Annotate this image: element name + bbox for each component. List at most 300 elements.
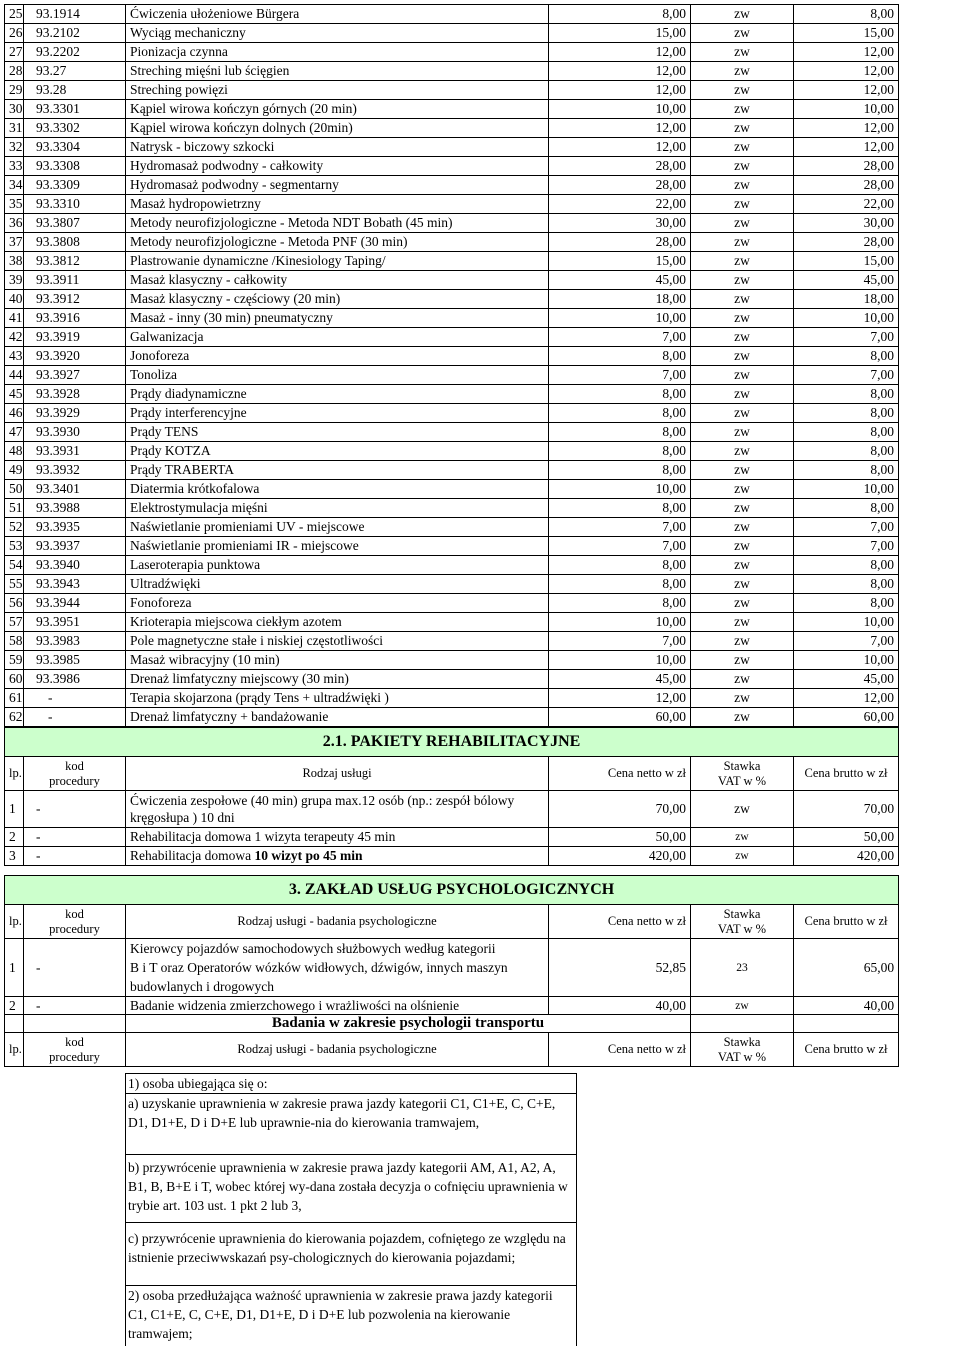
service-lp: 61: [5, 689, 24, 708]
psych-title: 3. ZAKŁAD USŁUG PSYCHOLOGICZNYCH: [5, 876, 899, 905]
service-gross: 10,00: [794, 651, 899, 670]
service-code: -: [24, 708, 126, 727]
service-vat: zw: [691, 24, 794, 43]
service-code: 93.3912: [24, 290, 126, 309]
service-net: 8,00: [549, 347, 691, 366]
service-code: 93.3935: [24, 518, 126, 537]
service-lp: 58: [5, 632, 24, 651]
service-gross: 15,00: [794, 252, 899, 271]
service-lp: 41: [5, 309, 24, 328]
service-gross: 12,00: [794, 119, 899, 138]
service-code: 93.3812: [24, 252, 126, 271]
service-name: Masaż klasyczny - częściowy (20 min): [126, 290, 549, 309]
header-name: Rodzaj usługi - badania psychologiczne: [126, 1033, 549, 1067]
service-name: Elektrostymulacja mięśni: [126, 499, 549, 518]
header-net: Cena netto w zł: [549, 905, 691, 939]
service-code: -: [24, 689, 126, 708]
service-gross: 28,00: [794, 233, 899, 252]
service-code: 93.3983: [24, 632, 126, 651]
service-net: 8,00: [549, 499, 691, 518]
service-gross: 18,00: [794, 290, 899, 309]
service-vat: zw: [691, 271, 794, 290]
service-vat: zw: [691, 81, 794, 100]
service-lp: 38: [5, 252, 24, 271]
service-gross: 10,00: [794, 480, 899, 499]
service-code: 93.3304: [24, 138, 126, 157]
service-row: [5, 670, 899, 689]
service-lp: 54: [5, 556, 24, 575]
service-lp: 52: [5, 518, 24, 537]
service-lp: 48: [5, 442, 24, 461]
service-lp: 32: [5, 138, 24, 157]
service-row: [5, 461, 899, 480]
service-vat: zw: [691, 385, 794, 404]
transport-item: a) uzyskanie uprawnienia w zakresie prawa jazdy kategorii C1, C1+E, C, C+E, D1, D1+E, D i D+E lub uprawnie-nia do kierowania tramwajem,: [125, 1093, 577, 1154]
service-gross: 8,00: [794, 385, 899, 404]
service-name: Pionizacja czynna: [126, 43, 549, 62]
service-row: [5, 100, 899, 119]
service-name: Prądy KOTZA: [126, 442, 549, 461]
service-vat: zw: [691, 575, 794, 594]
service-row: [5, 651, 899, 670]
header-name: Rodzaj usługi - badania psychologiczne: [126, 905, 549, 939]
service-vat: zw: [691, 366, 794, 385]
service-code: 93.3940: [24, 556, 126, 575]
service-code: 93.3937: [24, 537, 126, 556]
transport-item: c) przywrócenie uprawnienia do kierowania pojazdem, cofniętego ze względu na istnienie przeciwwskazań psy-chologicznych do kierowania pojazdami;: [125, 1222, 577, 1285]
service-vat: zw: [691, 252, 794, 271]
header-name: Rodzaj usługi: [126, 757, 549, 791]
service-name: Naświetlanie promieniami UV - miejscowe: [126, 518, 549, 537]
service-code: 93.3932: [24, 461, 126, 480]
service-lp: 51: [5, 499, 24, 518]
header-lp: lp.: [5, 1033, 24, 1067]
service-vat: zw: [691, 423, 794, 442]
psych-row: 2 - Badanie widzenia zmierzchowego i wrażliwości na olśnienie 40,00 zw 40,00: [5, 997, 899, 1015]
service-name: Prądy TENS: [126, 423, 549, 442]
service-name: Wyciąg mechaniczny: [126, 24, 549, 43]
service-gross: 8,00: [794, 556, 899, 575]
service-code: 93.1914: [24, 5, 126, 24]
service-gross: 8,00: [794, 594, 899, 613]
service-row: [5, 347, 899, 366]
service-code: 93.3988: [24, 499, 126, 518]
service-vat: zw: [691, 119, 794, 138]
service-gross: 10,00: [794, 309, 899, 328]
service-code: 93.3944: [24, 594, 126, 613]
service-code: 93.3302: [24, 119, 126, 138]
service-code: 93.3986: [24, 670, 126, 689]
service-name: Galwanizacja: [126, 328, 549, 347]
service-code: 93.27: [24, 62, 126, 81]
service-lp: 56: [5, 594, 24, 613]
packages-title: 2.1. PAKIETY REHABILITACYJNE: [5, 728, 899, 757]
service-net: 60,00: [549, 708, 691, 727]
service-lp: 44: [5, 366, 24, 385]
service-code: 93.3308: [24, 157, 126, 176]
service-code: 93.3943: [24, 575, 126, 594]
service-net: 8,00: [549, 442, 691, 461]
header-vat: Stawka VAT w %: [691, 1033, 794, 1067]
service-lp: 33: [5, 157, 24, 176]
service-name: Tonoliza: [126, 366, 549, 385]
service-gross: 30,00: [794, 214, 899, 233]
service-net: 7,00: [549, 366, 691, 385]
service-gross: 8,00: [794, 442, 899, 461]
service-net: 12,00: [549, 689, 691, 708]
service-row: [5, 290, 899, 309]
service-name: Pole magnetyczne stałe i niskiej częstotliwości: [126, 632, 549, 651]
service-code: 93.3951: [24, 613, 126, 632]
service-lp: 50: [5, 480, 24, 499]
service-code: 93.3807: [24, 214, 126, 233]
service-vat: zw: [691, 670, 794, 689]
service-vat: zw: [691, 290, 794, 309]
service-row: [5, 271, 899, 290]
service-lp: 27: [5, 43, 24, 62]
package-row: 3 - Rehabilitacja domowa 10 wizyt po 45 min 420,00 zw 420,00: [5, 847, 899, 866]
service-net: 7,00: [549, 632, 691, 651]
service-net: 45,00: [549, 670, 691, 689]
service-code: 93.3927: [24, 366, 126, 385]
service-net: 18,00: [549, 290, 691, 309]
service-net: 12,00: [549, 62, 691, 81]
service-name: Ultradźwięki: [126, 575, 549, 594]
service-vat: zw: [691, 100, 794, 119]
service-code: 93.3930: [24, 423, 126, 442]
service-row: [5, 708, 899, 727]
service-vat: zw: [691, 613, 794, 632]
service-lp: 60: [5, 670, 24, 689]
service-name: Ćwiczenia ułożeniowe Bürgera: [126, 5, 549, 24]
service-name: Plastrowanie dynamiczne /Kinesiology Taping/: [126, 252, 549, 271]
service-vat: zw: [691, 518, 794, 537]
service-name: Kąpiel wirowa kończyn górnych (20 min): [126, 100, 549, 119]
service-gross: 7,00: [794, 537, 899, 556]
service-gross: 28,00: [794, 176, 899, 195]
service-vat: zw: [691, 176, 794, 195]
service-name: Hydromasaż podwodny - segmentarny: [126, 176, 549, 195]
service-vat: zw: [691, 537, 794, 556]
service-vat: zw: [691, 594, 794, 613]
service-gross: 12,00: [794, 62, 899, 81]
service-net: 12,00: [549, 43, 691, 62]
transport-item: 2) osoba przedłużająca ważność uprawnienia w zakresie prawa jazdy kategorii C1, C1+E, C, C+E, D1, D1+E, D i D+E lub pozwolenia na kierowanie tramwajem;: [125, 1285, 577, 1346]
service-row: [5, 442, 899, 461]
service-code: 93.3985: [24, 651, 126, 670]
service-name: Diatermia krótkofalowa: [126, 480, 549, 499]
service-lp: 53: [5, 537, 24, 556]
service-vat: zw: [691, 404, 794, 423]
service-vat: zw: [691, 708, 794, 727]
service-net: 28,00: [549, 176, 691, 195]
service-net: 45,00: [549, 271, 691, 290]
header-gross: Cena brutto w zł: [794, 1033, 899, 1067]
service-name: Masaż wibracyjny (10 min): [126, 651, 549, 670]
header-gross: Cena brutto w zł: [794, 757, 899, 791]
service-net: 8,00: [549, 404, 691, 423]
service-vat: zw: [691, 328, 794, 347]
transport-item: 1) osoba ubiegająca się o:: [125, 1073, 577, 1093]
service-name: Prądy interferencyjne: [126, 404, 549, 423]
service-vat: zw: [691, 461, 794, 480]
service-net: 28,00: [549, 233, 691, 252]
service-net: 12,00: [549, 81, 691, 100]
service-code: 93.3931: [24, 442, 126, 461]
service-name: Naświetlanie promieniami IR - miejscowe: [126, 537, 549, 556]
service-gross: 45,00: [794, 271, 899, 290]
service-lp: 34: [5, 176, 24, 195]
service-net: 22,00: [549, 195, 691, 214]
service-lp: 62: [5, 708, 24, 727]
service-gross: 7,00: [794, 632, 899, 651]
service-row: [5, 138, 899, 157]
service-row: [5, 119, 899, 138]
service-lp: 49: [5, 461, 24, 480]
service-name: Prądy diadynamiczne: [126, 385, 549, 404]
service-lp: 25: [5, 5, 24, 24]
service-row: [5, 404, 899, 423]
service-name: Metody neurofizjologiczne - Metoda PNF (30 min): [126, 233, 549, 252]
service-vat: zw: [691, 632, 794, 651]
service-vat: zw: [691, 157, 794, 176]
service-name: Jonoforeza: [126, 347, 549, 366]
service-vat: zw: [691, 138, 794, 157]
service-row: [5, 537, 899, 556]
service-gross: 15,00: [794, 24, 899, 43]
service-vat: zw: [691, 233, 794, 252]
service-vat: zw: [691, 480, 794, 499]
service-vat: zw: [691, 556, 794, 575]
service-gross: 8,00: [794, 347, 899, 366]
header-net: Cena netto w zł: [549, 1033, 691, 1067]
header-lp: lp.: [5, 757, 24, 791]
service-net: 10,00: [549, 480, 691, 499]
service-lp: 30: [5, 100, 24, 119]
service-net: 28,00: [549, 157, 691, 176]
service-row: [5, 632, 899, 651]
service-name: Fonoforeza: [126, 594, 549, 613]
service-lp: 47: [5, 423, 24, 442]
service-name: Natrysk - biczowy szkocki: [126, 138, 549, 157]
service-code: 93.3920: [24, 347, 126, 366]
header-lp: lp.: [5, 905, 24, 939]
service-lp: 42: [5, 328, 24, 347]
service-row: [5, 518, 899, 537]
service-name: Drenaż limfatyczny miejscowy (30 min): [126, 670, 549, 689]
header-net: Cena netto w zł: [549, 757, 691, 791]
service-row: [5, 689, 899, 708]
service-name: Metody neurofizjologiczne - Metoda NDT Bobath (45 min): [126, 214, 549, 233]
service-net: 7,00: [549, 328, 691, 347]
service-name: Streching powięzi: [126, 81, 549, 100]
service-name: Krioterapia miejscowa ciekłym azotem: [126, 613, 549, 632]
service-net: 12,00: [549, 138, 691, 157]
service-net: 7,00: [549, 537, 691, 556]
service-gross: 12,00: [794, 81, 899, 100]
service-gross: 45,00: [794, 670, 899, 689]
service-vat: zw: [691, 499, 794, 518]
service-name: Kąpiel wirowa kończyn dolnych (20min): [126, 119, 549, 138]
service-lp: 39: [5, 271, 24, 290]
service-gross: 28,00: [794, 157, 899, 176]
service-lp: 55: [5, 575, 24, 594]
service-gross: 8,00: [794, 575, 899, 594]
service-code: 93.3401: [24, 480, 126, 499]
service-vat: zw: [691, 309, 794, 328]
service-row: [5, 309, 899, 328]
transport-item: b) przywrócenie uprawnienia w zakresie prawa jazdy kategorii AM, A1, A2, A, B1, B, B+E i T, wobec której wy-dana została decyzja o cofnięciu uprawnienia w trybie art. 103 ust. 1 pkt 2 lub 3,: [125, 1154, 577, 1222]
service-gross: 60,00: [794, 708, 899, 727]
service-row: [5, 195, 899, 214]
service-code: 93.3310: [24, 195, 126, 214]
service-vat: zw: [691, 43, 794, 62]
service-vat: zw: [691, 442, 794, 461]
service-lp: 28: [5, 62, 24, 81]
service-gross: 12,00: [794, 138, 899, 157]
service-row: [5, 423, 899, 442]
service-net: 8,00: [549, 423, 691, 442]
service-net: 10,00: [549, 651, 691, 670]
service-code: 93.2202: [24, 43, 126, 62]
service-row: [5, 24, 899, 43]
service-lp: 43: [5, 347, 24, 366]
service-name: Masaż hydropowietrzny: [126, 195, 549, 214]
service-row: [5, 385, 899, 404]
service-net: 15,00: [549, 24, 691, 43]
service-name: Prądy TRABERTA: [126, 461, 549, 480]
service-lp: 45: [5, 385, 24, 404]
package-row: 2 - Rehabilitacja domowa 1 wizyta terapeuty 45 min 50,00 zw 50,00: [5, 828, 899, 847]
service-row: [5, 480, 899, 499]
service-lp: 37: [5, 233, 24, 252]
service-code: 93.3301: [24, 100, 126, 119]
service-row: [5, 252, 899, 271]
service-row: [5, 366, 899, 385]
transport-items: [125, 1073, 577, 1346]
service-lp: 46: [5, 404, 24, 423]
service-gross: 7,00: [794, 328, 899, 347]
service-net: 10,00: [549, 309, 691, 328]
service-gross: 10,00: [794, 613, 899, 632]
transport-title: Badania w zakresie psychologii transportu: [126, 1015, 691, 1033]
service-lp: 35: [5, 195, 24, 214]
service-name: Drenaż limfatyczny + bandażowanie: [126, 708, 549, 727]
service-name: Laseroterapia punktowa: [126, 556, 549, 575]
services-table: [4, 4, 899, 727]
service-code: 93.28: [24, 81, 126, 100]
service-row: [5, 62, 899, 81]
service-row: [5, 233, 899, 252]
service-vat: zw: [691, 62, 794, 81]
service-net: 7,00: [549, 518, 691, 537]
service-net: 8,00: [549, 5, 691, 24]
service-gross: 8,00: [794, 423, 899, 442]
service-gross: 22,00: [794, 195, 899, 214]
service-net: 10,00: [549, 613, 691, 632]
psych-table: [4, 875, 899, 1067]
service-vat: zw: [691, 195, 794, 214]
service-name: Masaż - inny (30 min) pneumatyczny: [126, 309, 549, 328]
service-lp: 36: [5, 214, 24, 233]
service-name: Hydromasaż podwodny - całkowity: [126, 157, 549, 176]
service-net: 10,00: [549, 100, 691, 119]
service-vat: zw: [691, 214, 794, 233]
service-gross: 8,00: [794, 499, 899, 518]
service-net: 8,00: [549, 385, 691, 404]
service-net: 12,00: [549, 119, 691, 138]
service-row: [5, 157, 899, 176]
header-vat: Stawka VAT w %: [691, 905, 794, 939]
service-gross: 10,00: [794, 100, 899, 119]
service-vat: zw: [691, 651, 794, 670]
service-row: [5, 43, 899, 62]
service-row: [5, 5, 899, 24]
service-row: [5, 214, 899, 233]
service-code: 93.2102: [24, 24, 126, 43]
service-code: 93.3911: [24, 271, 126, 290]
service-net: 8,00: [549, 594, 691, 613]
service-row: [5, 613, 899, 632]
packages-table: [4, 727, 899, 866]
service-net: 8,00: [549, 575, 691, 594]
header-code: kod procedury: [24, 1033, 126, 1067]
service-gross: 7,00: [794, 518, 899, 537]
service-lp: 26: [5, 24, 24, 43]
service-net: 15,00: [549, 252, 691, 271]
service-row: [5, 556, 899, 575]
service-name: Masaż klasyczny - całkowity: [126, 271, 549, 290]
service-lp: 40: [5, 290, 24, 309]
service-gross: 12,00: [794, 689, 899, 708]
service-row: [5, 499, 899, 518]
service-gross: 8,00: [794, 404, 899, 423]
service-lp: 31: [5, 119, 24, 138]
service-vat: zw: [691, 689, 794, 708]
service-code: 93.3919: [24, 328, 126, 347]
service-name: Streching mięśni lub ścięgien: [126, 62, 549, 81]
package-row: 1 - Ćwiczenia zespołowe (40 min) grupa max.12 osób (np.: zespół bólowy kręgosłupa ) 10 dni 70,00 zw 70,00: [5, 791, 899, 828]
service-row: [5, 176, 899, 195]
service-net: 8,00: [549, 461, 691, 480]
service-row: [5, 81, 899, 100]
header-code: kod procedury: [24, 757, 126, 791]
service-code: 93.3916: [24, 309, 126, 328]
service-lp: 29: [5, 81, 24, 100]
service-lp: 59: [5, 651, 24, 670]
service-code: 93.3929: [24, 404, 126, 423]
service-gross: 8,00: [794, 461, 899, 480]
service-vat: zw: [691, 347, 794, 366]
header-gross: Cena brutto w zł: [794, 905, 899, 939]
service-row: [5, 328, 899, 347]
service-gross: 8,00: [794, 5, 899, 24]
service-code: 93.3309: [24, 176, 126, 195]
psych-row: 1 - Kierowcy pojazdów samochodowych służbowych według kategorii B i T oraz Operatorów wózków widłowych, dźwigów, innych maszyn budowlanych i drogowych 52,85 23 65,00: [5, 939, 899, 997]
service-gross: 7,00: [794, 366, 899, 385]
service-gross: 12,00: [794, 43, 899, 62]
service-net: 8,00: [549, 556, 691, 575]
header-code: kod procedury: [24, 905, 126, 939]
service-lp: 57: [5, 613, 24, 632]
service-row: [5, 575, 899, 594]
service-name: Terapia skojarzona (prądy Tens + ultradźwięki ): [126, 689, 549, 708]
service-row: [5, 594, 899, 613]
header-vat: Stawka VAT w %: [691, 757, 794, 791]
service-net: 30,00: [549, 214, 691, 233]
service-code: 93.3928: [24, 385, 126, 404]
service-vat: zw: [691, 5, 794, 24]
